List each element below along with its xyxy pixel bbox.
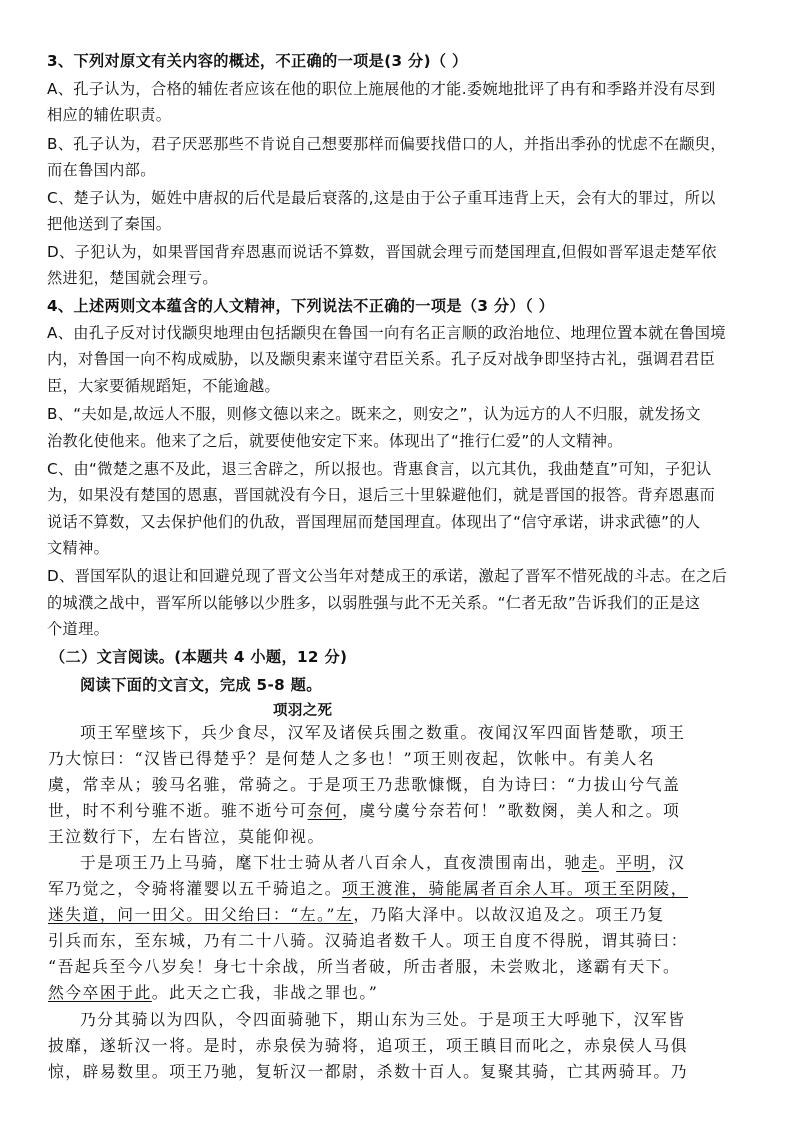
passage-line: 项王军壁垓下，兵少食尽，汉军及诸侯兵围之数重。夜闻汉军四面皆楚歌，项王 bbox=[80, 723, 686, 742]
underlined-sentence: 迷失道，问一田父。田父绐曰：“左。”左 bbox=[48, 905, 354, 924]
question-4-option-a-cont-1: 内，对鲁国一向不构成威胁，以及颛臾素来谨守君臣关系。孔子反对战争即坚持古礼，强调君君臣 bbox=[47, 350, 716, 368]
question-3-stem: 3、下列对原文有关内容的概述，不正确的一项是(3 分)（ ） bbox=[47, 52, 468, 70]
passage-line bbox=[48, 902, 665, 928]
passage-text: 。 bbox=[598, 853, 617, 872]
underlined-phrase: 奈何 bbox=[307, 801, 343, 820]
question-4-stem: 4、上述两则文本蕴含的人文精神，下列说法不正确的一项是（3 分）（ ） bbox=[47, 297, 555, 315]
question-3-option-b: B、孔子认为，君子厌恶那些不肯说自己想要那样而偏要找借口的人，并指出季孙的忧虑不在颛臾， bbox=[47, 135, 726, 153]
question-3-option-d: D、子犯认为，如果晋国背弃恩惠而说话不算数，晋国就会理亏而楚国理直,但假如晋军退走楚军依 bbox=[47, 243, 717, 261]
passage-line: 王泣数行下，左右皆泣，莫能仰视。 bbox=[48, 827, 325, 846]
question-3-option-d-cont: 然进犯，楚国就会理亏。 bbox=[47, 269, 218, 287]
question-4-option-c-cont-2: 说话不算数，又去保护他们的仇敌，晋国理屈而楚国理直。体现出了“信守承诺，讲求武德”的人 bbox=[47, 513, 701, 531]
question-3-option-b-cont: 而在鲁国内部。 bbox=[47, 161, 156, 179]
question-4-option-c: C、由“微楚之惠不及此，退三舍辟之，所以报也。背惠食言，以亢其仇，我曲楚直”可知，子犯认 bbox=[47, 460, 712, 478]
question-4-option-b-cont: 治教化使他来。他来了之后，就要使他安定下来。体现出了“推行仁爱”的人文精神。 bbox=[47, 432, 623, 450]
underlined-phrase: 走 bbox=[581, 853, 599, 872]
underlined-phrase: 平明 bbox=[616, 853, 651, 872]
question-4-option-d-cont-1: 的城濮之战中，晋军所以能够以少胜多，以弱胜强与此不无关系。“仁者无敌”告诉我们的正是这 bbox=[47, 594, 701, 612]
passage-line: 乃大惊曰：“汉皆已得楚乎？是何楚人之多也！”项王则夜起，饮帐中。有美人名 bbox=[48, 749, 656, 768]
passage-text: 于是项王乃上马骑，麾下壮士骑从者八百余人，直夜溃围南出，驰 bbox=[80, 853, 582, 872]
passage-line: 引兵而东，至东城，乃有二十八骑。汉骑追者数千人。项王自度不得脱，谓其骑曰： bbox=[48, 931, 688, 950]
reading-instruction: 阅读下面的文言文，完成 5-8 题。 bbox=[80, 676, 322, 694]
passage-line: 乃分其骑以为四队，令四面骑驰下，期山东为三处。于是项王大呼驰下，汉军皆 bbox=[80, 1010, 686, 1029]
underlined-sentence: 然今卒困于此 bbox=[48, 983, 152, 1002]
passage-line: 惊，辟易数里。项王乃驰，复斩汉一都尉，杀数十百人。复聚其骑，亡其两骑耳。乃 bbox=[48, 1062, 688, 1081]
underlined-sentence: 项王渡淮，骑能属者百余人耳。项王至阴陵， bbox=[342, 879, 689, 898]
passage-line: 披靡，遂斩汉一将。是时，赤泉侯为骑将，追项王，项王瞋目而叱之，赤泉侯人马俱 bbox=[48, 1036, 688, 1055]
question-4-option-c-cont-3: 文精神。 bbox=[47, 539, 110, 557]
question-3-option-c: C、楚子认为，姬姓中唐叔的后代是最后衰落的,这是由于公子重耳违背上天，会有大的罪过，所以 bbox=[47, 189, 716, 207]
passage-line bbox=[48, 876, 688, 902]
passage-text: ，汉 bbox=[650, 853, 686, 872]
passage-line: “吾起兵至今八岁矣！身七十余战，所当者破，所击者服，未尝败北，遂霸有天下。 bbox=[48, 957, 681, 976]
passage-line: 虞，常幸从；骏马名骓，常骑之。于是项王乃悲歌慷慨，自为诗曰：“力拔山兮气盖 bbox=[48, 775, 681, 794]
passage-text: 世，时不利兮骓不逝。骓不逝兮可 bbox=[48, 801, 308, 820]
section-heading: （二）文言阅读。(本题共 4 小题，12 分) bbox=[50, 648, 348, 666]
passage-text: 。此天之亡我，非战之罪也。” bbox=[151, 983, 379, 1002]
question-4-option-c-cont-1: 为，如果没有楚国的恩惠，晋国就没有今日，退后三十里躲避他们，就是晋国的报答。背弃恩惠而 bbox=[47, 486, 716, 504]
passage-line bbox=[48, 798, 680, 824]
question-4-option-a-cont-2: 臣，大家要循规蹈矩，不能逾越。 bbox=[47, 377, 281, 395]
question-3-option-c-cont: 把他送到了秦国。 bbox=[47, 215, 172, 233]
passage-line bbox=[48, 980, 378, 1006]
question-4-option-a: A、由孔子反对讨伐颛臾地理由包括颛臾在鲁国一向有名正言顺的政治地位、地理位置本就在鲁国境 bbox=[47, 324, 726, 342]
passage-text: 军乃觉之，令骑将灌婴以五千骑追之。 bbox=[48, 879, 343, 898]
passage-line bbox=[80, 850, 685, 876]
question-3-option-a: A、孔子认为，合格的辅佐者应该在他的职位上施展他的才能.委婉地批评了冉有和季路并没有尽到 bbox=[47, 80, 716, 98]
passage-text: ，乃陷大泽中。以故汉追及之。项王乃复 bbox=[353, 905, 665, 924]
question-4-option-d-cont-2: 个道理。 bbox=[47, 620, 110, 638]
passage-title: 项羽之死 bbox=[273, 703, 333, 719]
question-3-option-a-cont: 相应的辅佐职责。 bbox=[47, 106, 172, 124]
passage-text: ，虞兮虞兮奈若何！”歌数阕，美人和之。项 bbox=[342, 801, 681, 820]
question-4-option-b: B、“夫如是,故远人不服，则修文德以来之。既来之，则安之”，认为远方的人不归服，就发扬文 bbox=[47, 405, 701, 423]
question-4-option-d: D、晋国军队的退让和回避兑现了晋文公当年对楚成王的承诺，激起了晋军不惜死战的斗志。在之后 bbox=[47, 567, 728, 585]
